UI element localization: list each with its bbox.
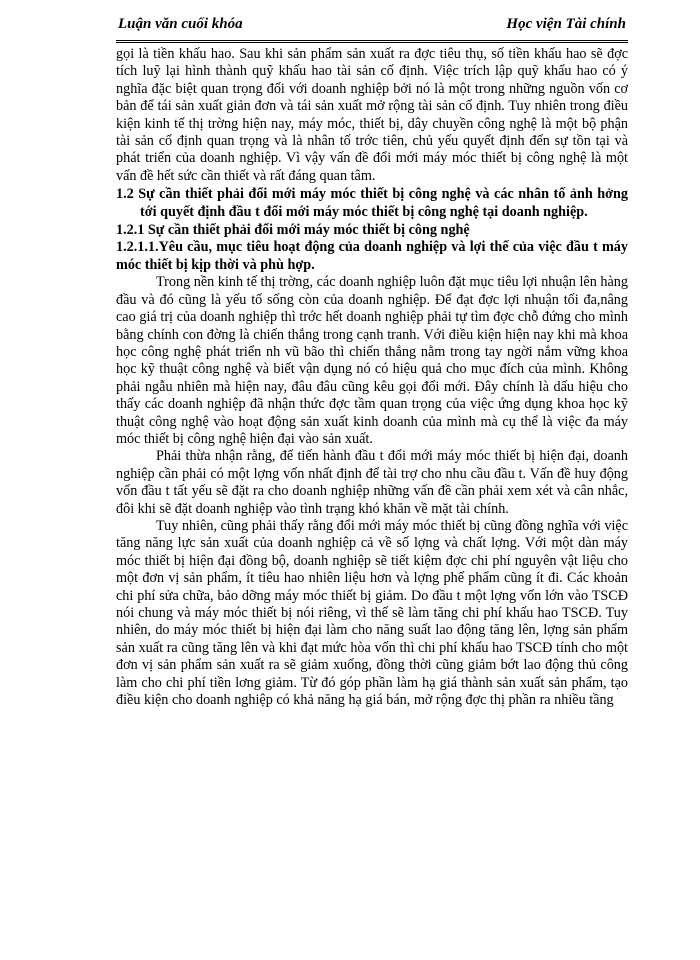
header-institution: Học viện Tài chính xyxy=(506,16,626,32)
page-header xyxy=(116,14,628,43)
section-heading-1-2: 1.2 Sự cần thiết phải đổi mới máy móc thiết bị công nghệ và các nhân tố ảnh hởng tới quyết định đầu t đổi mới máy móc thiết bị công nghệ tại doanh nghiệp. xyxy=(116,186,628,220)
section-heading-1-2-1: 1.2.1 Sự cần thiết phải đổi mới máy móc thiết bị công nghệ xyxy=(116,222,470,239)
paragraph-production-capacity: Tuy nhiên, cũng phải thấy rằng đổi mới máy móc thiết bị cũng đồng nghĩa với việc tăng năng lực sản xuất của doanh nghiệp cả về số lợng và chất lợng. Với một dàn máy móc thiết bị hiện đại đồng bộ, doanh nghiệp sẽ tiết kiệm đợc chi phí nguyên vật liệu cho một đơn vị sản phẩm, ít tiêu hao nhiên liệu hơn và lợng phế phẩm cũng ít đi. Các khoản chi phí sửa chữa, bảo dỡng máy móc thiết bị giảm. Do đầu t một lợng vốn lớn vào TSCĐ nói chung và máy móc thiết bị nói riêng, vì thế sẽ làm tăng chi phí khấu hao TSCĐ. Tuy nhiên, do máy móc thiết bị hiện đại làm cho năng suất lao động tăng lên, lợng sản phẩm sản xuất ra cũng tăng lên và khi đạt mức hòa vốn thì chi phí khấu hao TSCĐ tính cho một đơn vị sản phẩm sản xuất ra sẽ giảm xuống, đồng thời cũng giảm bớt lao động thủ công làm cho chi phí tiền lơng giảm. Từ đó góp phần làm hạ giá thành sản xuất sản phẩm, tạo điều kiện cho doanh nghiệp có khả năng hạ giá bán, mở rộng đợc thị phần ra nhiều tầng xyxy=(116,517,628,709)
header-thesis-title: Luận văn cuối khóa xyxy=(118,16,243,32)
section-heading-1-2-1-1: 1.2.1.1.Yêu cầu, mục tiêu hoạt động của doanh nghiệp và lợi thế của việc đầu t máy móc thiết bị kịp thời và phù hợp. xyxy=(116,239,628,273)
paragraph-depreciation: gọi là tiền khấu hao. Sau khi sản phẩm sản xuất ra đợc tiêu thụ, số tiền khấu hao sẽ đợc tích luỹ lại hình thành quỹ khấu hao tài sản cố định. Việc trích lập quỹ khấu hao có ý nghĩa đặc biệt quan trọng đối với doanh nghiệp bởi nó là một trong những nguồn vốn cơ bản để tái sản xuất giản đơn và tái sản xuất mở rộng tài sản cố định. Tuy nhiên trong điều kiện kinh tế thị trờng hiện nay, máy móc, thiết bị, dây chuyền công nghệ là một bộ phận tài sản cố định quan trọng và là nhân tố trớc tiên, chủ yếu quyết định đến sự tồn tại và phát triển của doanh nghiệp. Vì vậy vấn đề đổi mới máy móc thiết bị công nghệ là một vấn đề hết sức cần thiết và rất đáng quan tâm. xyxy=(116,46,628,184)
document-body xyxy=(116,46,628,709)
paragraph-investment-capital: Phải thừa nhận rằng, để tiến hành đầu t đổi mới máy móc thiết bị hiện đại, doanh nghiệp cần phải có một lợng vốn nhất định để tài trợ cho nhu cầu đầu t. Vấn đề huy động vốn đầu t tất yếu sẽ đặt ra cho doanh nghiệp những vấn đề cần phải xem xét và cân nhắc, đôi khi sẽ đặt doanh nghiệp vào tình trạng khó khăn về mặt tài chính. xyxy=(116,448,628,517)
paragraph-market-economy: Trong nền kinh tế thị trờng, các doanh nghiệp luôn đặt mục tiêu lợi nhuận lên hàng đầu và đó cũng là yếu tố sống còn của doanh nghiệp. Để đạt đợc lợi nhuận tối đa,nâng cao giá trị của doanh nghiệp thì trớc hết doanh nghiệp phải tự tìm đợc chỗ đứng cho mình bằng chính con đờng là chiến thắng trong cạnh tranh. Với điều kiện hiện nay khi mà khoa học công nghệ phát triển nh vũ bão thì chiến thắng nằm trong tay ngời nắm vững khoa học kỹ thuật công nghệ và biết vận dụng nó có hiệu quả cho mục đích của mình. Không phải ngẫu nhiên mà hiện nay, đâu đâu cũng kêu gọi đổi mới. Đây chính là dấu hiệu cho thấy các doanh nghiệp đã nhận thức đợc tầm quan trọng của việc ứng dụng khoa học kỹ thuật công nghệ vào hoạt động sản xuất kinh doanh của mình mà cụ thể là việc đa máy móc thiết bị công nghệ hiện đại vào sản xuất. xyxy=(116,274,628,447)
